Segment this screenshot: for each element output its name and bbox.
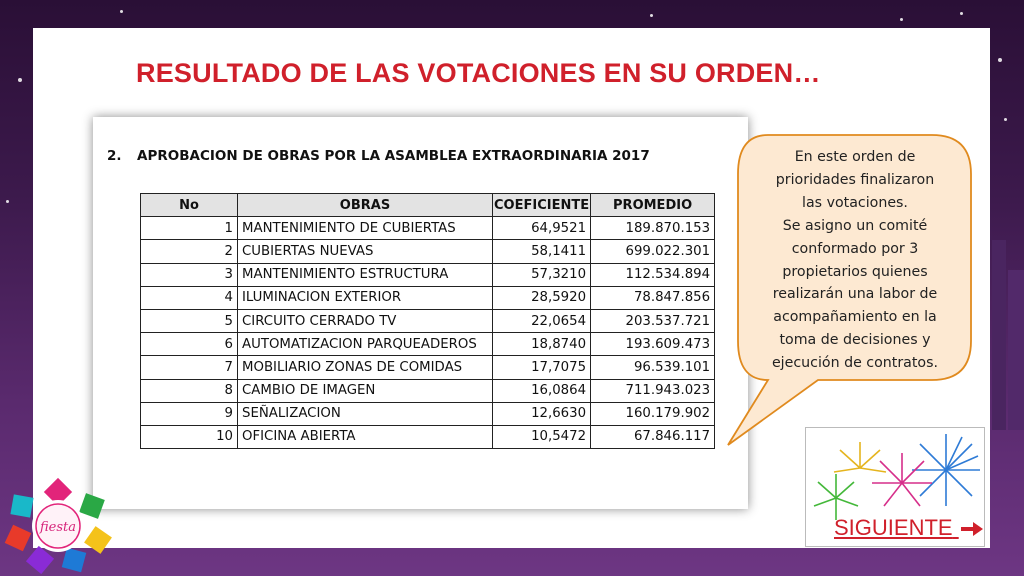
cell-promedio: 193.609.473: [591, 333, 715, 356]
star-decoration: [998, 58, 1002, 62]
arrow-right-icon: [961, 522, 983, 536]
cell-coeficiente: 64,9521: [493, 217, 591, 240]
table-row: [141, 425, 715, 448]
cell-coeficiente: 28,5920: [493, 286, 591, 309]
column-header-coeficiente: COEFICIENTE: [493, 194, 591, 217]
table-row: [141, 240, 715, 263]
callout-line: ejecución de contratos.: [771, 355, 939, 372]
results-table: [140, 193, 715, 449]
cell-coeficiente: 17,7075: [493, 356, 591, 379]
cell-obra: MANTENIMIENTO ESTRUCTURA: [238, 263, 493, 286]
callout-line: conformado por 3: [791, 240, 919, 257]
callout-line: Se asigno un comité: [782, 217, 928, 234]
callout-line: realizarán una labor de: [772, 286, 938, 303]
table-row: [141, 333, 715, 356]
table-row: [141, 402, 715, 425]
cell-promedio: 112.534.894: [591, 263, 715, 286]
cell-promedio: 160.179.902: [591, 402, 715, 425]
star-decoration: [1004, 118, 1007, 121]
cell-obra: ILUMINACION EXTERIOR: [238, 286, 493, 309]
cell-coeficiente: 12,6630: [493, 402, 591, 425]
slide-title: RESULTADO DE LAS VOTACIONES EN SU ORDEN…: [136, 58, 821, 88]
cell-obra: CUBIERTAS NUEVAS: [238, 240, 493, 263]
table-row: [141, 356, 715, 379]
next-button-label: SIGUIENTE: [834, 515, 953, 540]
cell-no: 5: [141, 309, 238, 332]
callout-line: propietarios quienes: [782, 263, 928, 280]
cell-promedio: 96.539.101: [591, 356, 715, 379]
star-decoration: [650, 14, 653, 17]
star-decoration: [6, 200, 9, 203]
next-button[interactable]: [834, 515, 983, 545]
star-decoration: [18, 78, 22, 82]
cell-no: 1: [141, 217, 238, 240]
cell-coeficiente: 58,1411: [493, 240, 591, 263]
callout-line: En este orden de: [794, 149, 916, 165]
column-header-obras: OBRAS: [238, 194, 493, 217]
cell-obra: AUTOMATIZACION PARQUEADEROS: [238, 333, 493, 356]
star-decoration: [900, 18, 903, 21]
document-image: [93, 117, 748, 509]
star-decoration: [120, 10, 123, 13]
cell-no: 10: [141, 425, 238, 448]
cell-no: 6: [141, 333, 238, 356]
cell-coeficiente: 18,8740: [493, 333, 591, 356]
star-decoration: [960, 12, 963, 15]
cell-no: 3: [141, 263, 238, 286]
column-header-no: No: [141, 194, 238, 217]
cell-coeficiente: 16,0864: [493, 379, 591, 402]
cell-obra: MOBILIARIO ZONAS DE COMIDAS: [238, 356, 493, 379]
callout-line: las votaciones.: [802, 194, 908, 211]
cell-promedio: 699.022.301: [591, 240, 715, 263]
cell-promedio: 67.846.117: [591, 425, 715, 448]
table-row: [141, 286, 715, 309]
section-number: 2.: [107, 148, 122, 164]
speech-bubble: [738, 134, 972, 380]
table-header-row: [141, 194, 715, 217]
cell-obra: SEÑALIZACION: [238, 402, 493, 425]
cell-coeficiente: 22,0654: [493, 309, 591, 332]
callout-line: acompañamiento en la: [773, 309, 937, 326]
column-header-promedio: PROMEDIO: [591, 194, 715, 217]
cell-promedio: 203.537.721: [591, 309, 715, 332]
callout-line: prioridades finalizaron: [775, 171, 935, 188]
cell-promedio: 78.847.856: [591, 286, 715, 309]
city-silhouette: [988, 230, 1024, 430]
logo-text: fiesta: [39, 520, 77, 535]
cell-obra: CAMBIO DE IMAGEN: [238, 379, 493, 402]
fiesta-logo: [2, 474, 114, 574]
cell-no: 9: [141, 402, 238, 425]
cell-coeficiente: 10,5472: [493, 425, 591, 448]
cell-no: 4: [141, 286, 238, 309]
section-title: APROBACION DE OBRAS POR LA ASAMBLEA EXTRAORDINARIA 2017: [137, 148, 650, 164]
cell-obra: CIRCUITO CERRADO TV: [238, 309, 493, 332]
speech-bubble-text: [752, 146, 958, 375]
callout-line: toma de decisiones y: [779, 332, 931, 349]
cell-promedio: 711.943.023: [591, 379, 715, 402]
cell-no: 8: [141, 379, 238, 402]
table-row: [141, 217, 715, 240]
cell-no: 7: [141, 356, 238, 379]
table-row: [141, 309, 715, 332]
table-row: [141, 379, 715, 402]
cell-no: 2: [141, 240, 238, 263]
table-row: [141, 263, 715, 286]
document-heading: [107, 148, 650, 164]
cell-obra: OFICINA ABIERTA: [238, 425, 493, 448]
cell-promedio: 189.870.153: [591, 217, 715, 240]
cell-coeficiente: 57,3210: [493, 263, 591, 286]
cell-obra: MANTENIMIENTO DE CUBIERTAS: [238, 217, 493, 240]
